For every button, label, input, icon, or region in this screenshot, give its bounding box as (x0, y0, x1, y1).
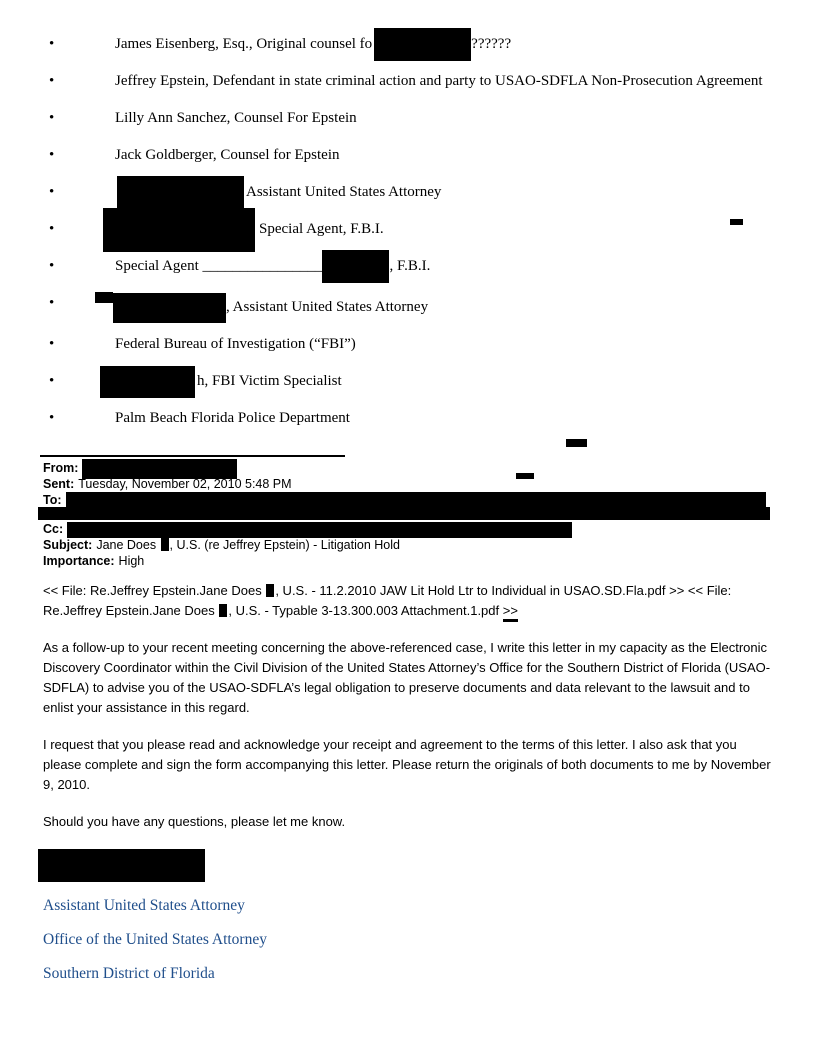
bullet-icon: • (49, 147, 55, 163)
attachment-file-2: , U.S. - Typable 3-13.300.003 Attachment.1.pdf (228, 603, 503, 618)
signature-title: Assistant United States Attorney (43, 897, 245, 914)
redaction-box (100, 366, 195, 398)
attachment-file-2-end: >> (503, 603, 518, 622)
redaction-box (374, 28, 471, 61)
redaction-dash (516, 473, 534, 479)
redaction-box (117, 176, 244, 209)
list-item-text: , Assistant United States Attorney (226, 299, 429, 315)
sent-label: Sent: (43, 477, 75, 491)
list-item-text: Palm Beach Florida Police Department (115, 410, 350, 426)
list-item-text: Special Agent (115, 258, 203, 274)
body-paragraph: Should you have any questions, please let me know. (43, 814, 346, 829)
signature-office: Office of the United States Attorney (43, 931, 267, 948)
bullet-icon: • (49, 295, 55, 311)
sent-row (43, 476, 772, 492)
redaction-box (266, 584, 274, 597)
bullet-icon: • (49, 36, 55, 52)
importance-label: Importance: (43, 554, 115, 568)
list-item (43, 333, 772, 355)
list-item (43, 292, 772, 318)
to-label: To: (43, 493, 62, 507)
to-row (43, 492, 772, 508)
list-item-text: Special Agent, F.B.I. (259, 221, 384, 237)
redaction-box (95, 292, 113, 303)
redaction-dash (566, 439, 587, 447)
list-item-text: , F.B.I. (389, 258, 431, 274)
redaction-box (103, 208, 255, 252)
list-item-text: Jack Goldberger, Counsel for Epstein (115, 147, 340, 163)
list-item (43, 33, 772, 55)
importance-row (43, 553, 772, 569)
list-item-text: ?????? (471, 36, 512, 52)
subject-value: Jane Does (96, 538, 160, 552)
attachments-line (43, 581, 772, 621)
importance-value: High (118, 554, 145, 568)
redaction-box (161, 538, 169, 551)
list-item (43, 70, 772, 92)
list-item (43, 144, 772, 166)
list-item-text: h, FBI Victim Specialist (197, 373, 342, 389)
bullet-icon: • (49, 373, 55, 389)
bullet-icon: • (49, 73, 55, 89)
list-item-text: Lilly Ann Sanchez, Counsel For Epstein (115, 110, 357, 126)
list-item-text: Assistant United States Attorney (246, 184, 442, 200)
from-label: From: (43, 461, 79, 475)
redaction-box (113, 293, 226, 323)
body-paragraph: As a follow-up to your recent meeting concerning the above-referenced case, I write this letter in my capacity as the Electronic Discovery Coordinator within the Civil Division of the United States Attorney’s Office for the Southern District of Florida (USAO-SDFLA) to advise you of the USAO-SDFLA’s legal obligation to preserve documents and data relevant to the lawsuit and to enlist your assistance in this regard. (43, 640, 771, 715)
sent-value: Tuesday, November 02, 2010 5:48 PM (78, 477, 292, 491)
recipient-list (43, 33, 772, 429)
subject-label: Subject: (43, 538, 93, 552)
list-item (43, 255, 772, 277)
from-row (43, 460, 772, 476)
attachment-file-2: << File: Re.Jeffrey Epstein.Jane Does (43, 583, 732, 618)
bullet-icon: • (49, 184, 55, 200)
bullet-icon: • (49, 221, 55, 237)
attachment-file-1: << File: Re.Jeffrey Epstein.Jane Does (43, 583, 266, 598)
cc-row (43, 521, 772, 537)
cc-label: Cc: (43, 522, 64, 536)
list-item (43, 107, 772, 129)
redaction-box (322, 250, 389, 283)
bullet-icon: • (49, 258, 55, 274)
subject-value: , U.S. (re Jeffrey Epstein) - Litigation Hold (169, 538, 400, 552)
redaction-box (67, 522, 572, 538)
bullet-icon: • (49, 336, 55, 352)
subject-row (43, 537, 772, 553)
list-item (43, 218, 772, 240)
list-item (43, 407, 772, 429)
signature-district: Southern District of Florida (43, 965, 215, 982)
list-item (43, 370, 772, 392)
attachment-file-1: , U.S. - 11.2.2010 JAW Lit Hold Ltr to Individual in USAO.SD.Fla.pdf >> (275, 583, 688, 598)
redaction-box (219, 604, 227, 617)
bullet-icon: • (49, 110, 55, 126)
list-item (43, 181, 772, 203)
list-item-text: Jeffrey Epstein, Defendant in state criminal action and party to USAO-SDFLA Non-Prosecution Agreement (115, 73, 763, 89)
bullet-icon: • (49, 410, 55, 426)
signature-redaction-box (38, 849, 205, 882)
list-item-text: James Eisenberg, Esq., Original counsel fo (115, 36, 373, 52)
signature-blank-line: ________________ (202, 258, 323, 274)
redaction-box (66, 492, 766, 509)
list-item-text: Federal Bureau of Investigation (“FBI”) (115, 336, 356, 352)
email-header (43, 460, 772, 569)
body-paragraph: I request that you please read and acknowledge your receipt and agreement to the terms of this letter. I also ask that you please complete and sign the form accompanying this letter. Please return the originals of both documents to me by November 9, 2010. (43, 737, 771, 792)
divider-line (40, 455, 345, 457)
